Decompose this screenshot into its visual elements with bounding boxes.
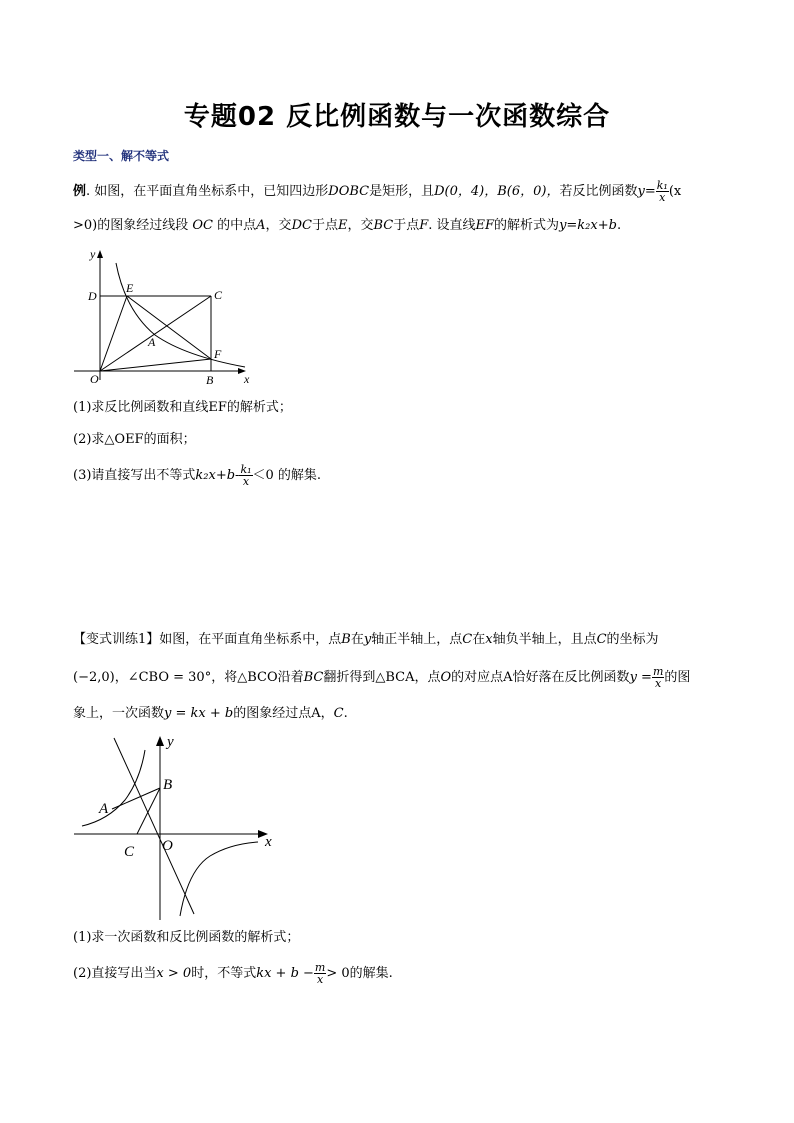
text: 于点 (311, 218, 338, 233)
axis-y: y (363, 632, 372, 647)
text: > 0的解集. (326, 966, 393, 981)
example-lead: 例 (73, 184, 87, 199)
text: 是矩形，且 (369, 184, 435, 199)
pt-b: B (341, 632, 351, 647)
exercise-line-1 (73, 630, 733, 650)
label-e: E (126, 281, 134, 295)
fraction-m-x (652, 666, 664, 689)
numerator: m (652, 665, 664, 678)
fraction-m-x (314, 962, 326, 985)
label-b: B (163, 777, 173, 793)
text: 轴负半轴上，且点 (492, 632, 597, 647)
exercise-tag: 【变式训练1】 (73, 632, 160, 647)
text: . (616, 218, 622, 233)
seg-oc: OC (192, 218, 213, 233)
text: ＜0 的解集. (252, 468, 322, 483)
text: ，交 (347, 218, 374, 233)
text: >0)的图象经过线段 (73, 218, 189, 233)
segment-oe (100, 296, 127, 371)
label-x: x (265, 834, 272, 850)
fraction-k1-x (239, 464, 252, 487)
seg-ef: EF (475, 218, 495, 233)
denominator: x (659, 191, 666, 204)
hyperbola-branch-right (180, 842, 258, 916)
pt-f: F (419, 218, 429, 233)
segment-of (100, 359, 211, 371)
label-a: A (148, 335, 156, 349)
pt-e: E (337, 218, 348, 233)
numerator: k₁ (656, 179, 668, 192)
text: (−2,0)，∠CBO = 30°，将△BCO沿着 (73, 670, 304, 685)
segment-ef (127, 296, 211, 359)
exercise-question-1: (1)求一次函数和反比例函数的解析式； (73, 930, 300, 945)
text: 的图 (664, 670, 691, 685)
text: 轴正半轴上，点 (371, 632, 463, 647)
example-question-3 (73, 464, 733, 487)
point-d: D(0，4)， (434, 184, 498, 199)
condition: x > 0 (156, 966, 192, 981)
text: (2)直接写出当 (73, 966, 157, 981)
y-axis-arrow-icon (97, 250, 103, 258)
example-question-2: (2)求△OEF的面积； (73, 432, 196, 447)
text: 的中点 (217, 218, 257, 233)
linear-function: y = kx + b (164, 706, 234, 721)
text: 翻折得到△BCA，点 (323, 670, 441, 685)
exercise-question-2 (73, 962, 733, 985)
exercise-line-3 (73, 704, 733, 724)
label-y: y (90, 247, 96, 261)
pt-o: O (440, 670, 452, 685)
label-b: B (206, 373, 214, 387)
label-y: y (167, 734, 174, 750)
numerator: m (314, 961, 326, 974)
hyperbola-branch-left (82, 750, 145, 826)
pt-c: C (596, 632, 607, 647)
fraction-k1-x (656, 180, 669, 203)
numerator: k₁ (240, 463, 252, 476)
text: 在 (472, 632, 486, 647)
pt-a: A (256, 218, 266, 233)
denominator: x (317, 973, 324, 986)
label-f: F (214, 347, 222, 361)
text: 的坐标为 (606, 632, 659, 647)
segment-oc (100, 296, 211, 371)
denominator: x (242, 475, 250, 488)
text: 时，不等式 (191, 966, 257, 981)
expression: kx + b − (256, 966, 314, 981)
text: 的解析式为 (494, 218, 560, 233)
pt-c: C (333, 706, 344, 721)
segment-cb (137, 788, 160, 834)
label-o: O (162, 838, 173, 854)
text: ，交 (265, 218, 292, 233)
denominator: x (655, 677, 662, 690)
text: 象上，一次函数 (73, 706, 165, 721)
text: 在 (350, 632, 364, 647)
pt-c: C (462, 632, 473, 647)
text: . 设直线 (428, 218, 476, 233)
text: 若反比例函数 (559, 184, 638, 199)
y-axis-arrow-icon (156, 736, 164, 746)
section-heading: 类型一、解不等式 (73, 149, 170, 163)
line-kx-b (114, 738, 194, 914)
seg-bc: BC (303, 670, 324, 685)
figure-2-diagram (70, 730, 290, 925)
figure-1-diagram (70, 240, 270, 390)
text: (3)请直接写出不等式 (73, 468, 196, 483)
text: (x (668, 184, 682, 199)
page-title: 专题02 反比例函数与一次函数综合 (183, 102, 611, 132)
seg-bc: BC (373, 218, 394, 233)
label-c: C (124, 844, 135, 860)
example-line-2 (73, 216, 733, 236)
label-x: x (244, 372, 250, 386)
text: 的对应点A恰好落在反比例函数 (451, 670, 630, 685)
expression: k₂x+b- (195, 468, 240, 483)
label-a: A (99, 801, 109, 817)
point-b: B(6，0)， (497, 184, 560, 199)
text: 的图象经过点A， (233, 706, 334, 721)
text: . (343, 706, 348, 721)
equation: y=k₂x+b (559, 218, 617, 233)
text: 于点 (393, 218, 420, 233)
axis-x: x (485, 632, 493, 647)
example-line-1 (73, 180, 733, 203)
label-d: D (88, 289, 97, 303)
hyperbola-curve (116, 263, 245, 367)
text: 如图，在平面直角坐标系中，点 (159, 632, 342, 647)
label-c: C (214, 288, 223, 302)
func-y: y = (629, 670, 652, 685)
func-y: y= (637, 184, 656, 199)
example-question-1: (1)求反比例函数和直线EF的解析式； (73, 400, 292, 415)
text: . 如图，在平面直角坐标系中，已知四边形 (86, 184, 329, 199)
exercise-line-2 (73, 666, 733, 689)
label-o: O (90, 372, 99, 386)
seg-dc: DC (291, 218, 312, 233)
quad-name: DOBC (328, 184, 370, 199)
